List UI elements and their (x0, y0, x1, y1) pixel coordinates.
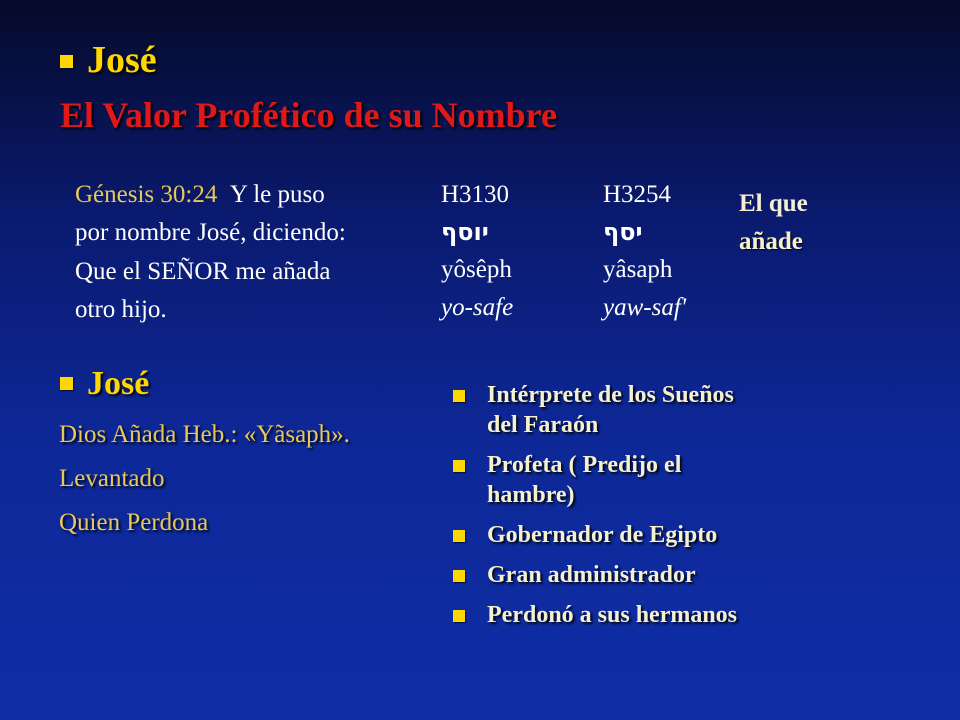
strongs-column-2 (603, 176, 686, 327)
strongs-number: H3130 (441, 181, 510, 208)
role-line1: Gobernador de Egipto (487, 522, 718, 548)
bullet-square-icon (453, 610, 465, 622)
role-line1: Gran administrador (487, 562, 696, 588)
name-meanings-list (59, 420, 350, 552)
role-line1: Profeta ( Predijo el (487, 452, 682, 478)
section-title-jose (60, 365, 149, 403)
transliteration: yâsaph (603, 255, 673, 283)
verse-reference: Génesis 30:24 (75, 181, 218, 208)
title-jose-text: José (87, 39, 157, 81)
name-meaning-item: Dios Añada Heb.: «Yãsaph». (59, 421, 350, 448)
role-line1: Intérprete de los Sueños (487, 382, 734, 408)
verse-text-line4: otro hijo. (75, 295, 167, 323)
role-line2: hambre) (487, 482, 575, 508)
role-line2: del Faraón (487, 412, 599, 438)
meaning-block (739, 185, 808, 260)
pronunciation: yo-safe (441, 294, 514, 322)
section-title-jose-text: José (87, 365, 150, 402)
bullet-square-icon (60, 55, 73, 68)
role-line1: Perdonó a sus hermanos (487, 602, 738, 628)
verse-text-line1: Y le puso (229, 181, 325, 208)
pronunciation: yaw-saf' (603, 294, 687, 322)
strongs-number: H3254 (603, 181, 672, 208)
meaning-line1: El que (739, 190, 808, 217)
bullet-square-icon (453, 390, 465, 402)
page-title: El Valor Profético de su Nombre (60, 95, 557, 135)
verse-text-line3: Que el SEÑOR me añada (75, 257, 331, 285)
name-meaning-item: Quien Perdona (59, 509, 209, 536)
verse-block (75, 176, 425, 329)
role-item (453, 560, 843, 590)
verse-text-line2: por nombre José, diciendo: (75, 219, 346, 247)
hebrew-word: יסף (603, 218, 643, 247)
roles-list (453, 380, 843, 640)
title-jose (60, 38, 157, 82)
name-meaning-item: Levantado (59, 465, 165, 492)
bullet-square-icon (453, 570, 465, 582)
role-item (453, 520, 843, 550)
role-item (453, 600, 843, 630)
hebrew-word: יוסף (441, 218, 489, 247)
transliteration: yôsêph (441, 255, 512, 283)
role-item (453, 380, 843, 440)
bullet-square-icon (60, 377, 73, 390)
meaning-line2: añade (739, 227, 803, 255)
bullet-square-icon (453, 530, 465, 542)
role-item (453, 450, 843, 510)
bullet-square-icon (453, 460, 465, 472)
strongs-column-1 (441, 176, 513, 327)
